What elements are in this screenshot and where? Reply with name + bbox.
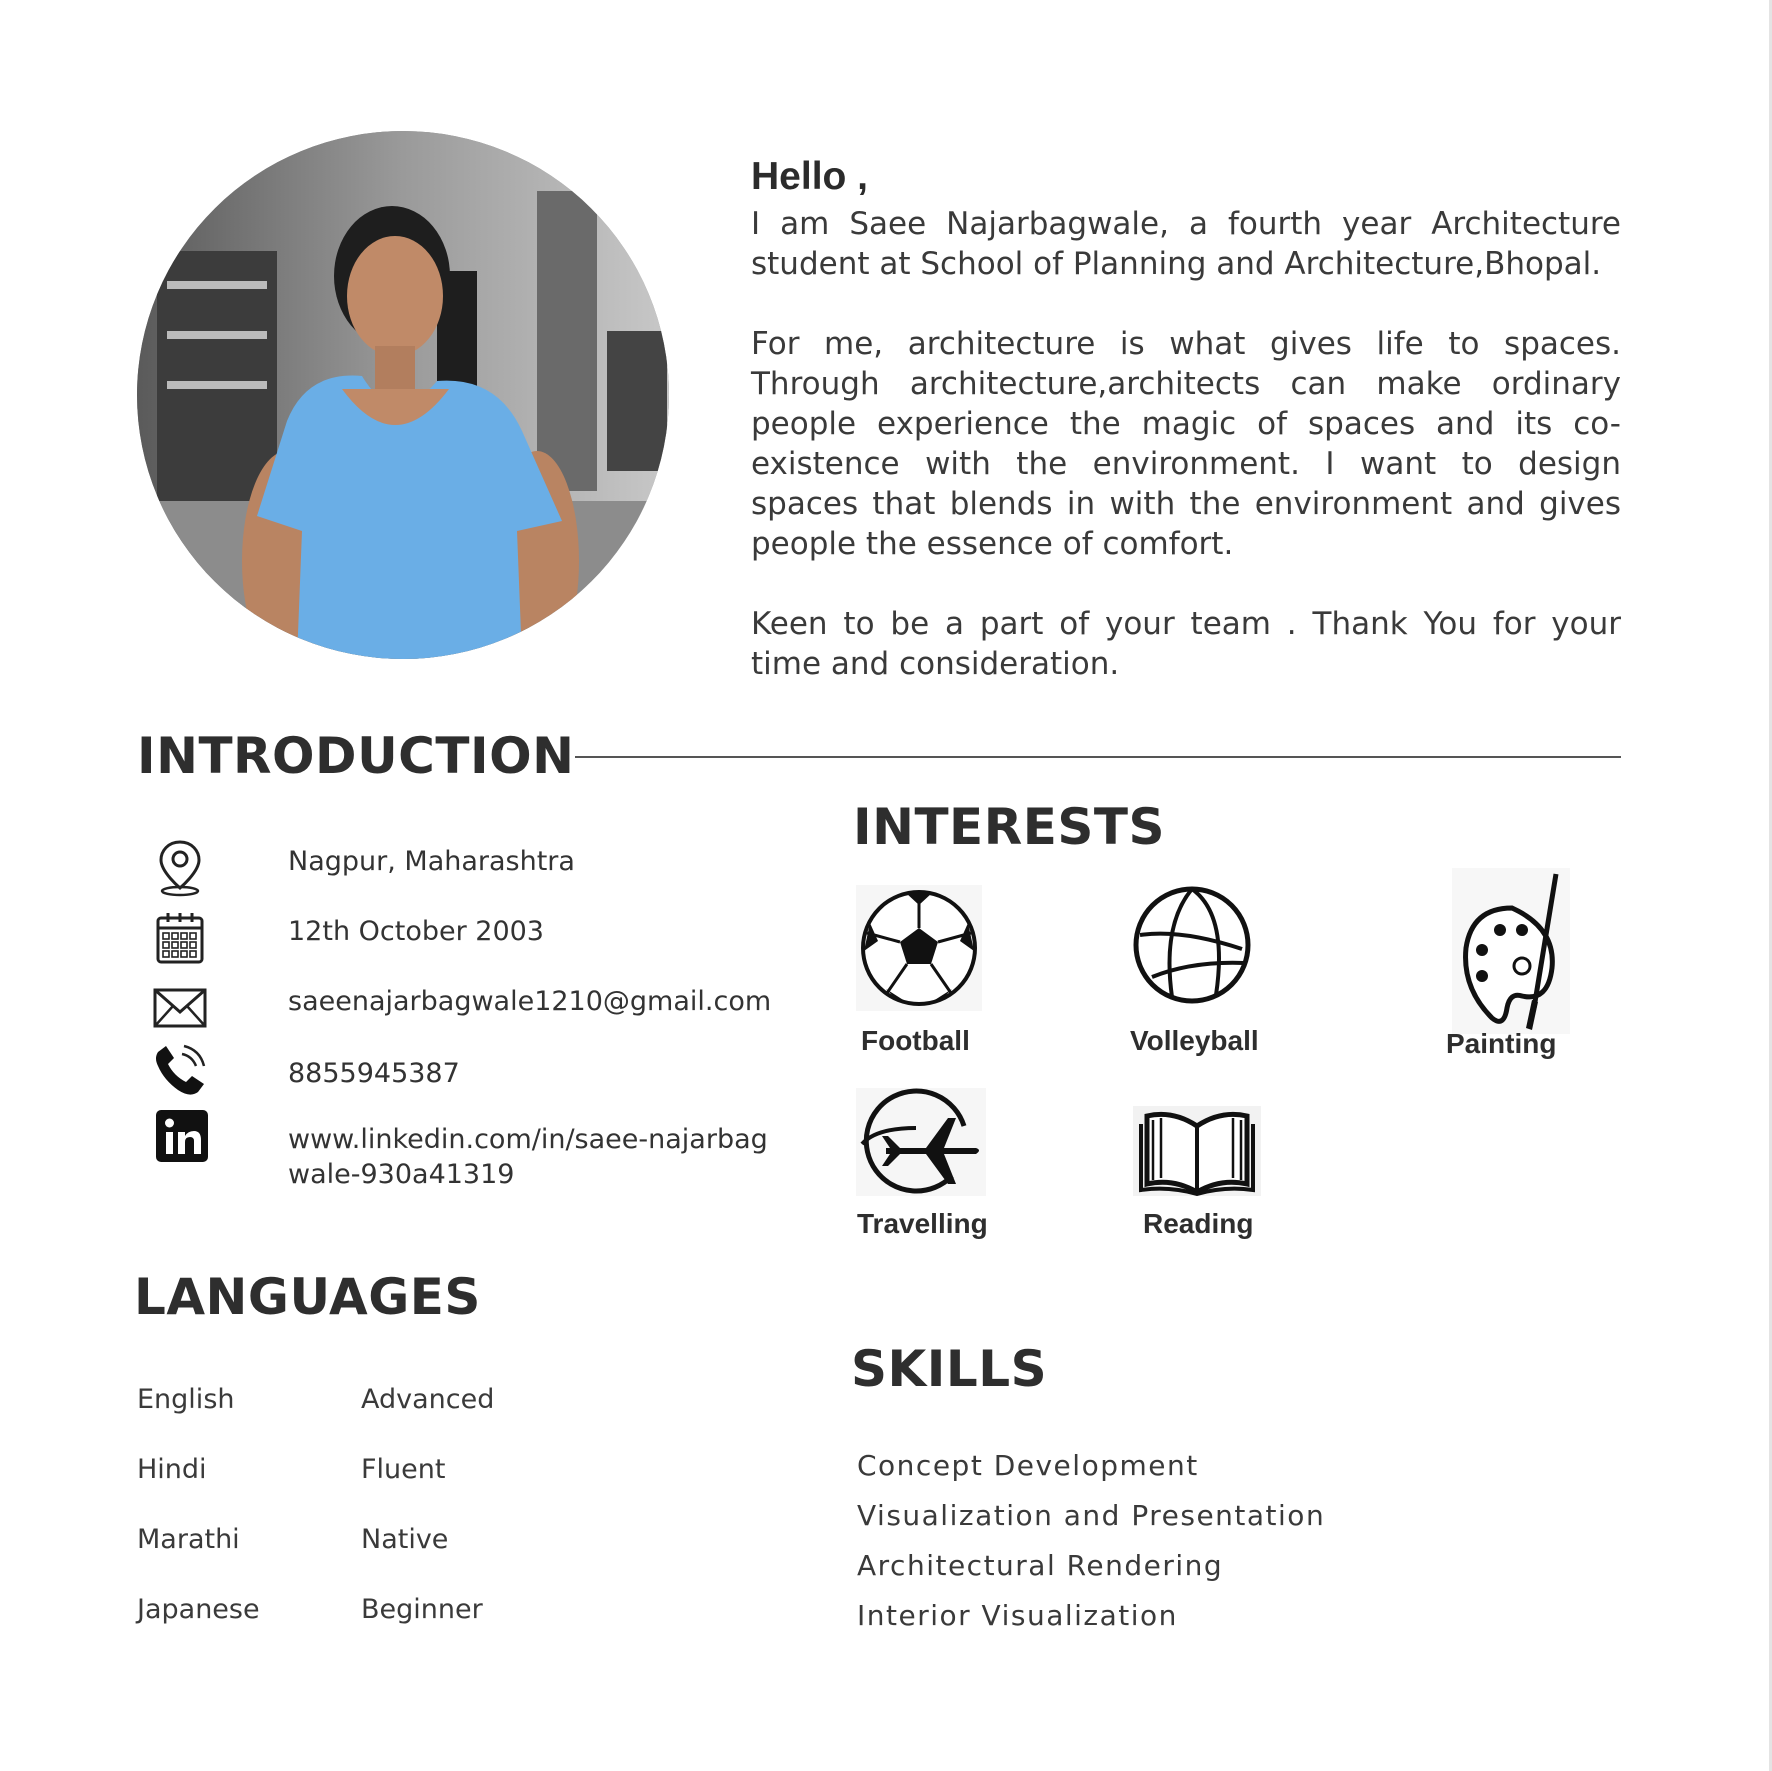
intro-paragraph: I am Saee Najarbagwale, a fourth year Architecture student at School of Planning and Architecture,Bhopal. bbox=[751, 206, 1621, 282]
dob-text: 12th October 2003 bbox=[288, 916, 544, 947]
interests-heading: INTERESTS bbox=[853, 798, 1165, 856]
intro-paragraph: For me, architecture is what gives life to spaces. Through architecture,architects can make ordinary people experience the magic of spaces and its co-existence with the environment. I want to design spaces that blends in with the environment and gives people the essence of comfort. bbox=[751, 326, 1621, 562]
phone-icon bbox=[150, 1040, 210, 1100]
location-text: Nagpur, Maharashtra bbox=[288, 846, 575, 877]
phone-text: 8855945387 bbox=[288, 1058, 460, 1089]
interest-label: Travelling bbox=[857, 1208, 988, 1239]
linkedin-icon bbox=[150, 1108, 210, 1168]
skill-item: Visualization and Presentation bbox=[857, 1499, 1326, 1532]
volleyball-icon bbox=[1132, 885, 1252, 1009]
location-pin-icon bbox=[150, 838, 210, 898]
introduction-heading: INTRODUCTION bbox=[137, 727, 575, 785]
skills-heading: SKILLS bbox=[851, 1340, 1048, 1398]
profile-photo bbox=[137, 131, 669, 659]
intro-paragraphs bbox=[751, 204, 1621, 724]
linkedin-link-line1[interactable]: www.linkedin.com/in/saee-najarbag bbox=[288, 1124, 768, 1155]
language-name: English bbox=[137, 1384, 235, 1415]
interest-label: Painting bbox=[1446, 1028, 1557, 1059]
languages-heading: LANGUAGES bbox=[134, 1268, 481, 1326]
open-book-icon bbox=[1133, 1106, 1261, 1200]
calendar-icon bbox=[150, 908, 210, 968]
language-level: Advanced bbox=[361, 1384, 495, 1415]
interest-label: Volleyball bbox=[1130, 1025, 1259, 1056]
skill-item: Interior Visualization bbox=[857, 1599, 1178, 1632]
interest-label: Football bbox=[861, 1025, 970, 1056]
language-name: Marathi bbox=[137, 1524, 240, 1555]
palette-icon bbox=[1452, 868, 1570, 1038]
skill-item: Concept Development bbox=[857, 1449, 1199, 1482]
envelope-icon bbox=[150, 978, 210, 1038]
interest-label: Reading bbox=[1143, 1208, 1254, 1239]
language-level: Beginner bbox=[361, 1594, 483, 1625]
language-name: Japanese bbox=[137, 1594, 260, 1625]
airplane-globe-icon bbox=[856, 1088, 986, 1200]
intro-paragraph: Keen to be a part of your team . Thank You for your time and consideration. bbox=[751, 606, 1621, 682]
greeting-heading: Hello , bbox=[751, 155, 869, 198]
football-icon bbox=[856, 885, 982, 1015]
language-name: Hindi bbox=[137, 1454, 207, 1485]
language-level: Native bbox=[361, 1524, 449, 1555]
linkedin-link-line2[interactable]: wale-930a41319 bbox=[288, 1159, 515, 1190]
email-link[interactable]: saeenajarbagwale1210@gmail.com bbox=[288, 986, 772, 1017]
language-level: Fluent bbox=[361, 1454, 446, 1485]
skill-item: Architectural Rendering bbox=[857, 1549, 1224, 1582]
section-divider bbox=[575, 756, 1621, 758]
